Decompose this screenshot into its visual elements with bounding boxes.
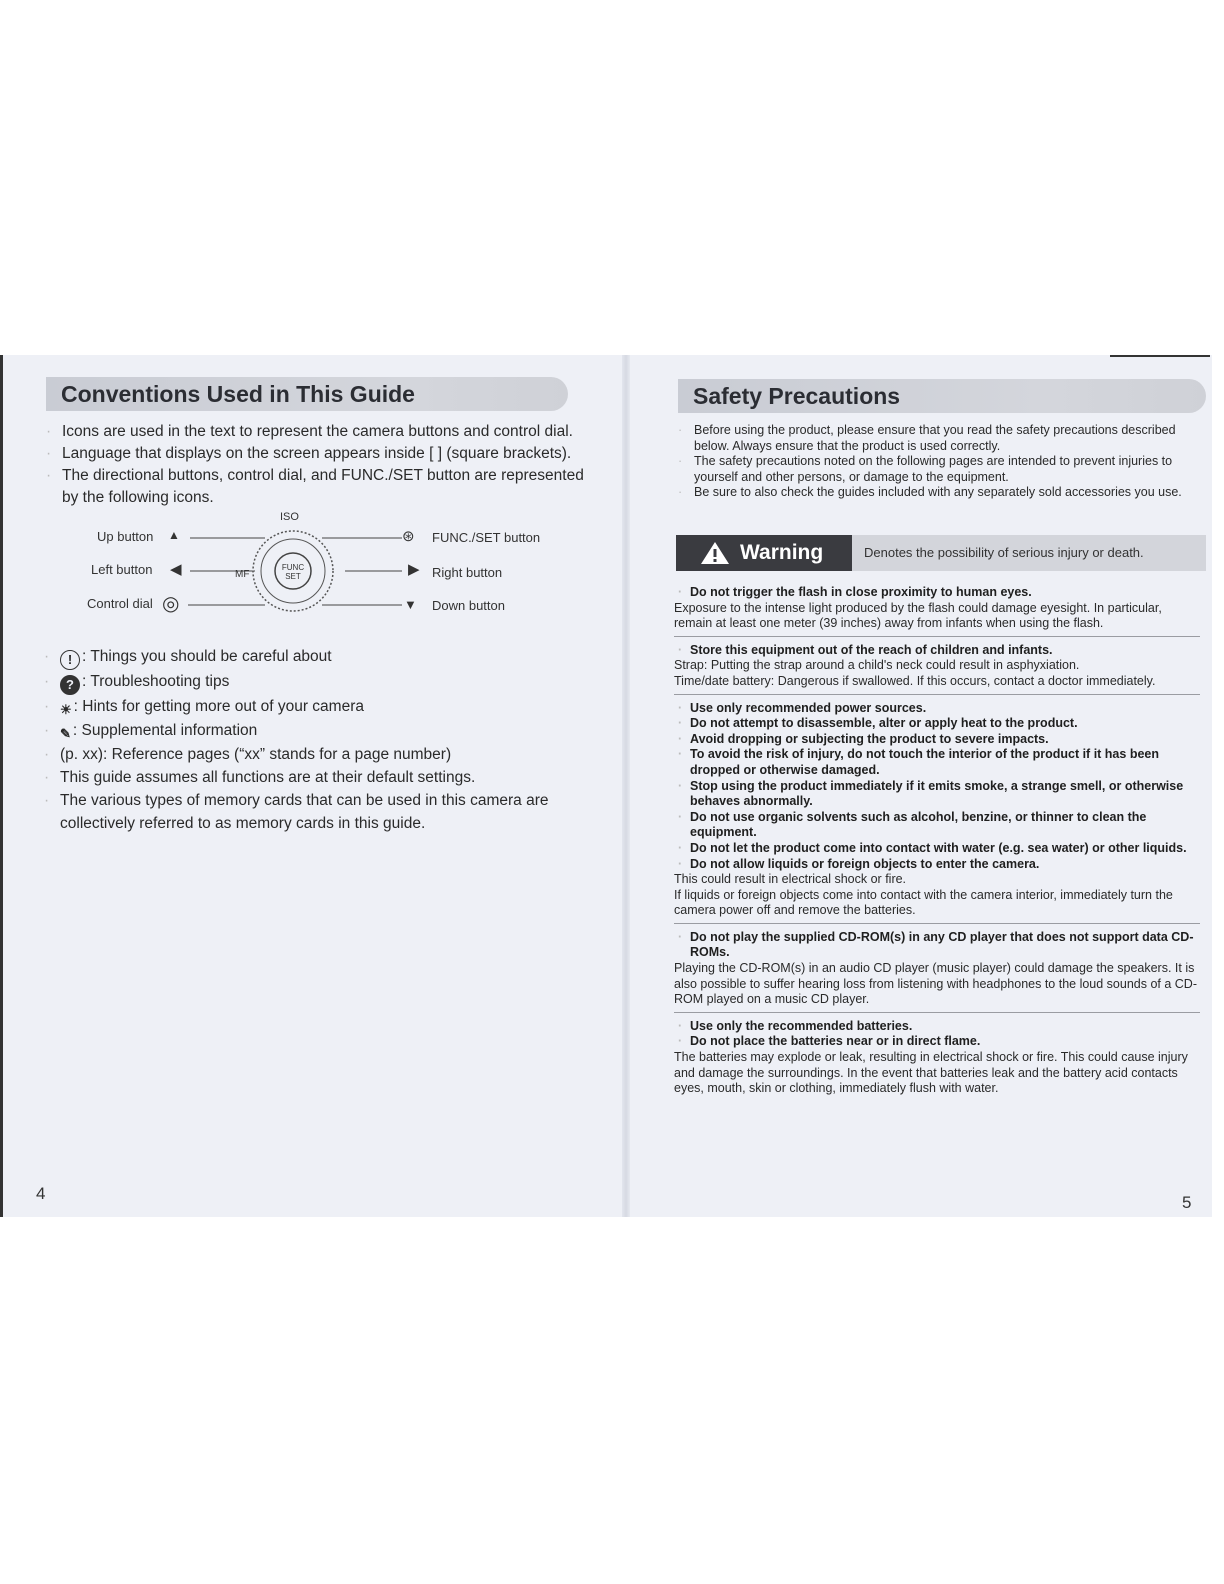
- warning-description: Denotes the possibility of serious injury or death.: [864, 545, 1144, 560]
- legend-text: : Troubleshooting tips: [82, 673, 230, 690]
- lightbulb-icon: ☀: [60, 702, 72, 717]
- warning-triangle-icon: [700, 541, 730, 565]
- warning-body-text: Time/date battery: Dangerous if swallowed. If this occurs, contact a doctor immediately.: [674, 673, 1156, 688]
- list-item: · Language that displays on the screen appears inside [ ] (square brackets).: [46, 443, 586, 465]
- func-set-button-label: FUNC./SET button: [432, 530, 541, 545]
- warning-heading: · Do not trigger the flash in close proximity to human eyes.: [674, 585, 1200, 601]
- warning-heading: · Stop using the product immediately if it emits smoke, a strange smell, or otherwise behaves abnormally.: [674, 779, 1200, 810]
- warning-heading: · Avoid dropping or subjecting the product to severe impacts.: [674, 732, 1200, 748]
- warning-heading: · Use only recommended power sources.: [674, 701, 1200, 717]
- page-number: 4: [36, 1184, 46, 1203]
- down-arrow-icon: ▼: [404, 597, 417, 612]
- list-item: · Be sure to also check the guides included with any separately sold accessories you use.: [678, 485, 1208, 501]
- warning-block: [674, 585, 1200, 637]
- warning-heading: · Do not attempt to disassemble, alter or apply heat to the product.: [674, 716, 1200, 732]
- caution-icon: !: [60, 650, 80, 670]
- dial-top-label: ISO: [280, 511, 299, 523]
- control-dial-label: Control dial: [87, 596, 153, 611]
- icon-legend-list: [44, 645, 584, 835]
- right-arrow-icon: ▶: [408, 561, 420, 578]
- dial-left-label: MF: [235, 569, 250, 580]
- warning-heading: · Do not use organic solvents such as alcohol, benzine, or thinner to clean the equipment.: [674, 810, 1200, 841]
- warning-body-text: Exposure to the intense light produced by the flash could damage eyesight. In particular, remain at least one meter (39 inches) away from infants when using the flash.: [674, 600, 1162, 631]
- warning-body-text: This could result in electrical shock or fire.: [674, 872, 907, 887]
- list-item: [44, 670, 584, 695]
- warning-block: [674, 643, 1200, 695]
- right-page: [630, 355, 1212, 1217]
- list-item: · The safety precautions noted on the following pages are intended to prevent injuries to yourself and other persons, or damage to the equipment.: [678, 454, 1208, 485]
- list-item: [44, 719, 584, 743]
- question-icon: ?: [60, 675, 80, 695]
- warning-heading: · Use only the recommended batteries.: [674, 1019, 1200, 1035]
- conventions-intro-list: [46, 421, 586, 509]
- legend-text: : Things you should be careful about: [82, 648, 332, 665]
- func-set-icon: ⊛: [402, 528, 415, 545]
- warning-banner: [676, 535, 1206, 571]
- warning-heading: · Do not allow liquids or foreign objects to enter the camera.: [674, 857, 1200, 873]
- right-button-label: Right button: [432, 565, 503, 580]
- warning-body-text: Strap: Putting the strap around a child's neck could result in asphyxiation.: [674, 658, 1080, 673]
- control-dial-icon: ◎: [162, 593, 180, 615]
- warning-block: [674, 701, 1200, 924]
- section-heading-bar: [46, 377, 568, 411]
- page-gutter: [622, 355, 630, 1217]
- section-heading-bar: [678, 379, 1206, 413]
- down-button-label: Down button: [432, 598, 505, 613]
- list-item: · The directional buttons, control dial, and FUNC./SET button are represented by the following icons.: [46, 465, 586, 509]
- warning-heading: · Do not let the product come into contact with water (e.g. sea water) or other liquids.: [674, 841, 1200, 857]
- up-arrow-icon: ▲: [168, 528, 180, 542]
- safety-intro-list: [678, 423, 1208, 501]
- up-button-label: Up button: [97, 529, 154, 544]
- warning-body-text: The batteries may explode or leak, resulting in electrical shock or fire. This could cause injury and damage the surroundings. In the event that batteries leak and the battery acid contacts eyes, mouth, skin or clothing, immediately flush with water.: [674, 1050, 1188, 1096]
- list-item: · Icons are used in the text to represent the camera buttons and control dial.: [46, 421, 586, 443]
- list-item: · This guide assumes all functions are at their default settings.: [44, 766, 584, 789]
- pencil-icon: ✎: [60, 726, 71, 741]
- warning-body-text: If liquids or foreign objects come into contact with the camera interior, immediately turn the camera power off and remove the batteries.: [674, 887, 1173, 918]
- section-heading: Conventions Used in This Guide: [61, 381, 415, 407]
- dial-center-label: FUNC SET: [281, 563, 305, 581]
- list-item: · Before using the product, please ensure that you read the safety precautions described below. Always ensure that the product is used correctly.: [678, 423, 1208, 454]
- warning-badge: [676, 535, 852, 571]
- warning-label: Warning: [740, 541, 824, 564]
- list-item: [44, 645, 584, 670]
- warning-heading: · Store this equipment out of the reach of children and infants.: [674, 643, 1200, 659]
- left-button-label: Left button: [91, 562, 153, 577]
- list-item: · The various types of memory cards that can be used in this camera are collectively referred to as memory cards in this guide.: [44, 789, 584, 835]
- warning-heading: · Do not place the batteries near or in direct flame.: [674, 1034, 1200, 1050]
- warning-heading: · To avoid the risk of injury, do not touch the interior of the product if it has been dropped or otherwise damaged.: [674, 747, 1200, 778]
- list-item: · (p. xx): Reference pages (“xx” stands for a page number): [44, 743, 584, 766]
- left-arrow-icon: ◀: [170, 561, 182, 578]
- warning-body-text: Playing the CD-ROM(s) in an audio CD player (music player) could damage the speakers. It is also possible to suffer hearing loss from listening with headphones to the loud sounds of a CD-ROM played on a music CD player.: [674, 961, 1197, 1007]
- warning-heading: · Do not play the supplied CD-ROM(s) in any CD player that does not support data CD-ROMs.: [674, 930, 1200, 961]
- list-item: [44, 695, 584, 719]
- warning-block: [674, 1019, 1200, 1101]
- section-heading: Safety Precautions: [693, 383, 901, 409]
- warning-block: [674, 930, 1200, 1013]
- page-number: 5: [1182, 1193, 1192, 1212]
- left-page: [0, 355, 622, 1217]
- legend-text: : Supplemental information: [72, 722, 258, 739]
- control-dial-diagram: [60, 513, 560, 633]
- warning-items: [674, 585, 1200, 1107]
- legend-text: : Hints for getting more out of your camera: [73, 698, 364, 715]
